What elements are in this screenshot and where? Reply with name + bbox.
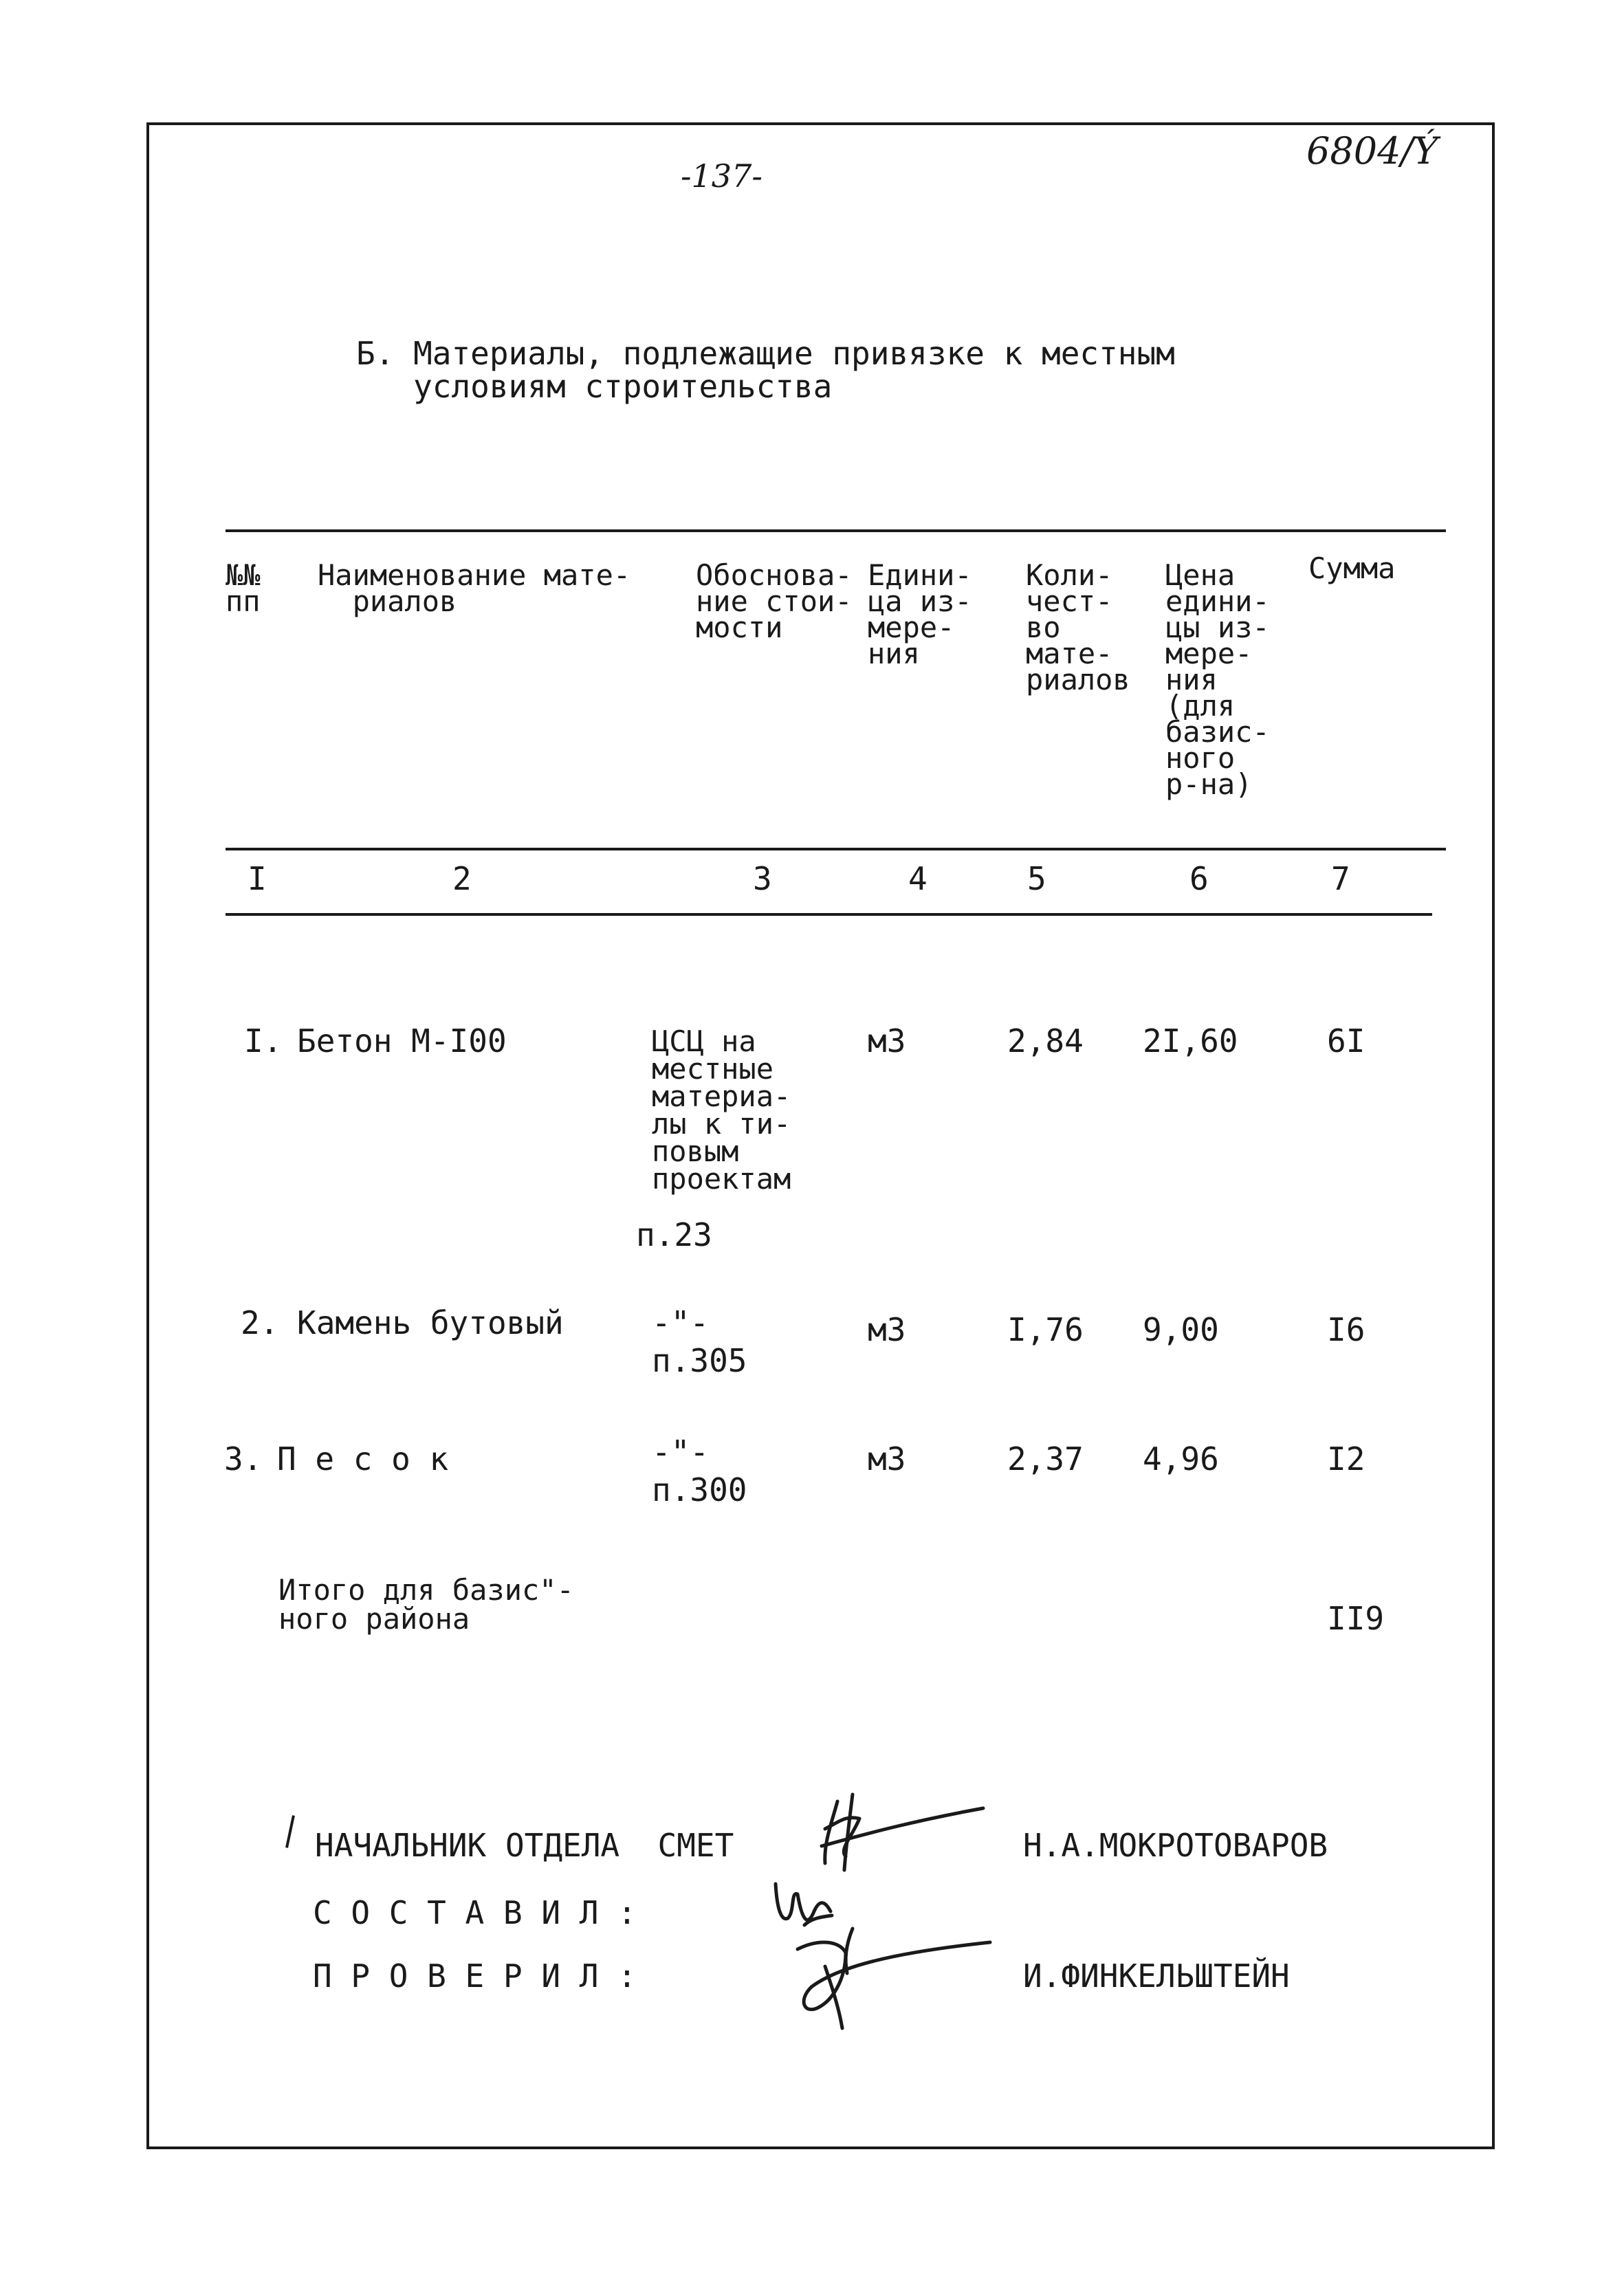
total-label: Итого для базис"- ного района	[278, 1573, 574, 1636]
column-number-3: 3	[753, 860, 772, 897]
section-title: Б. Материалы, подлежащие привязке к местным условиям строительства	[356, 335, 1175, 405]
row-basis: ЦСЦ на местные материа- лы к ти- повым проектам	[652, 1024, 791, 1196]
signature-stroke	[825, 1801, 837, 1863]
row-basis: -"-	[652, 1304, 710, 1341]
checked-name: И.ФИНКЕЛЬШТЕЙН	[1023, 1957, 1290, 1995]
row-basis-ref: п.23	[636, 1216, 712, 1253]
column-header-number: №№ пп	[226, 558, 261, 618]
compiled-label: С О С Т А В И Л :	[313, 1894, 637, 1931]
column-number-6: 6	[1189, 860, 1209, 897]
row-sum: I6	[1327, 1311, 1365, 1348]
row-name: Камень бутовый	[297, 1304, 564, 1341]
table-top-rule	[226, 529, 1446, 532]
row-unit: м3	[868, 1022, 906, 1059]
column-header-basis: Обоснова- ние стои- мости	[696, 558, 853, 644]
head-name: Н.А.МОКРОТОВАРОВ	[1023, 1827, 1328, 1864]
row-price: 9,00	[1143, 1311, 1219, 1348]
row-price: 2I,60	[1143, 1022, 1238, 1059]
row-name: Бетон М-I00	[297, 1022, 507, 1059]
column-number-7: 7	[1331, 860, 1350, 897]
row-name: П е с о к	[277, 1440, 449, 1478]
column-header-unit: Едини- ца из- мере- ния	[868, 558, 972, 670]
row-quantity: 2,37	[1007, 1440, 1084, 1478]
row-unit: м3	[868, 1440, 906, 1478]
document-code: 6804/Ý	[1306, 129, 1438, 173]
row-basis: -"-	[652, 1434, 710, 1471]
row-price: 4,96	[1143, 1440, 1219, 1478]
row-number: 3.	[224, 1440, 263, 1478]
row-sum: I2	[1327, 1440, 1365, 1478]
page-number: -137-	[681, 157, 762, 195]
column-number-1: I	[248, 860, 267, 897]
row-basis-ref: п.300	[652, 1471, 747, 1508]
row-quantity: I,76	[1007, 1311, 1084, 1348]
head-title: НАЧАЛЬНИК ОТДЕЛА СМЕТ	[315, 1827, 734, 1864]
table-header-rule	[226, 848, 1446, 850]
total-value: II9	[1327, 1600, 1385, 1637]
row-unit: м3	[868, 1311, 906, 1348]
signatures-handwritten	[756, 1781, 1004, 2042]
column-header-sum: Сумма	[1308, 551, 1396, 585]
column-header-name: Наименование мате- риалов	[318, 558, 631, 618]
row-sum: 6I	[1327, 1022, 1365, 1059]
column-number-2: 2	[452, 860, 472, 897]
row-number: 2.	[241, 1304, 279, 1341]
table-numbers-rule	[226, 913, 1432, 916]
row-number: I.	[244, 1022, 283, 1059]
column-header-price: Цена едини- цы из- мере- ния (для базис- ного р-на)	[1165, 558, 1270, 801]
row-quantity: 2,84	[1007, 1022, 1084, 1059]
column-number-4: 4	[908, 860, 928, 897]
row-basis-ref: п.305	[652, 1342, 747, 1379]
checked-label: П Р О В Е Р И Л :	[313, 1957, 637, 1995]
column-header-quantity: Коли- чест- во мате- риалов	[1026, 558, 1130, 696]
column-number-5: 5	[1027, 860, 1046, 897]
